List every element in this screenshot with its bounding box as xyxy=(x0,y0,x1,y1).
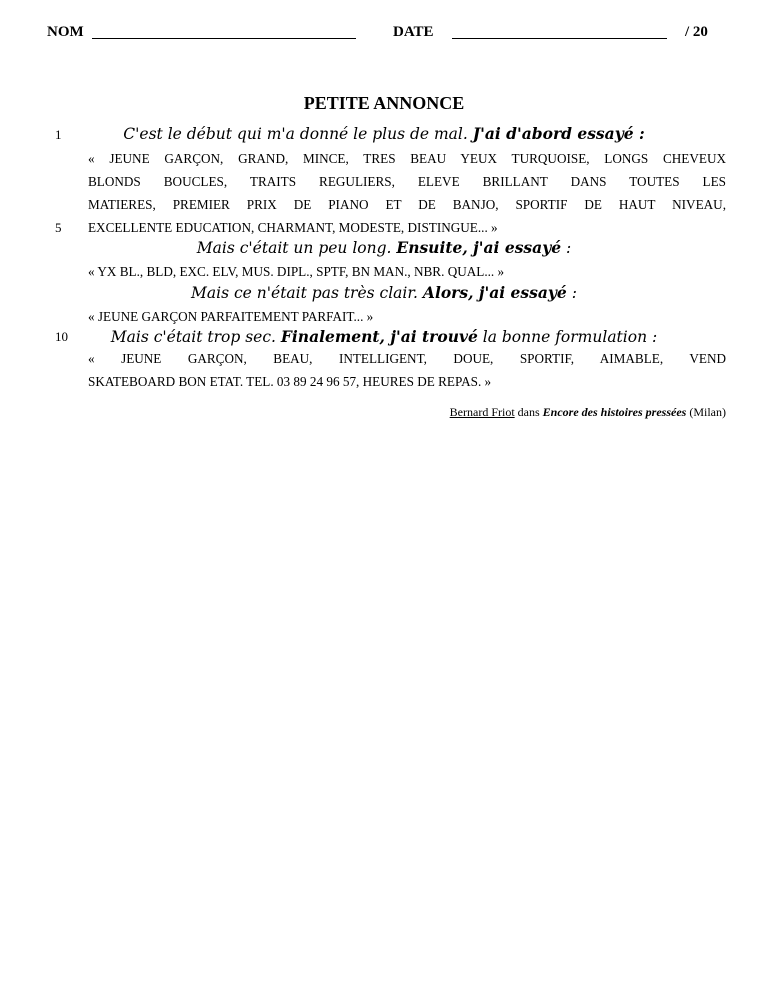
narration-emphasis: Alors, j'ai essayé xyxy=(422,283,567,302)
ad-1-line-1: « JEUNE GARÇON, GRAND, MINCE, TRES BEAU YEUX TURQUOISE, LONGS CHEVEUX xyxy=(88,151,726,166)
narration-text: : xyxy=(561,239,572,257)
ad-4-line-1: « JEUNE GARÇON, BEAU, INTELLIGENT, DOUE, SPORTIF, AIMABLE, VEND xyxy=(88,351,726,366)
narration-emphasis: J'ai d'abord essayé : xyxy=(472,124,645,143)
nom-field[interactable] xyxy=(92,26,356,39)
narration-text: Mais c'était trop sec. xyxy=(110,328,281,346)
ad-2-line: « YX BL., BLD, EXC. ELV, MUS. DIPL., SPTF, BN MAN., NBR. QUAL... » xyxy=(88,264,505,279)
date-field[interactable] xyxy=(452,26,667,39)
nom-label: NOM xyxy=(47,24,84,40)
ad-1-line-4: EXCELLENTE EDUCATION, CHARMANT, MODESTE, DISTINGUE... » xyxy=(88,220,498,235)
narration-line-4 xyxy=(0,327,768,346)
ad-4-line-2: SKATEBOARD BON ETAT. TEL. 03 89 24 96 57, HEURES DE REPAS. » xyxy=(88,374,492,389)
author-name: Bernard Friot xyxy=(449,405,515,419)
ad-3-line: « JEUNE GARÇON PARFAITEMENT PARFAIT... » xyxy=(88,309,374,324)
date-label: DATE xyxy=(393,24,434,40)
score-label: / 20 xyxy=(685,24,708,40)
source-connector: dans xyxy=(514,405,543,419)
narration-line-2 xyxy=(0,238,768,257)
narration-text: Mais c'était un peu long. xyxy=(196,239,397,257)
narration-emphasis: Finalement, j'ai trouvé xyxy=(280,327,478,346)
narration-line-1 xyxy=(0,124,768,143)
source-citation xyxy=(450,405,726,420)
publisher: (Milan) xyxy=(686,405,726,419)
ad-1-line-2: BLONDS BOUCLES, TRAITS REGULIERS, ELEVE BRILLANT DANS TOUTES LES xyxy=(88,174,726,189)
narration-text: Mais ce n'était pas très clair. xyxy=(191,284,423,302)
book-title: Encore des histoires pressées xyxy=(542,405,687,419)
narration-line-3 xyxy=(0,283,768,302)
narration-text: C'est le début qui m'a donné le plus de mal. xyxy=(123,125,473,143)
narration-text: la bonne formulation : xyxy=(477,328,658,346)
narration-emphasis: Ensuite, j'ai essayé xyxy=(396,238,562,257)
ad-1-line-3: MATIERES, PREMIER PRIX DE PIANO ET DE BANJO, SPORTIF DE HAUT NIVEAU, xyxy=(88,197,726,212)
narration-text: : xyxy=(566,284,577,302)
worksheet-header xyxy=(0,24,768,46)
line-number: 10 xyxy=(55,329,68,344)
line-number: 5 xyxy=(55,220,62,235)
line-number: 1 xyxy=(55,127,62,142)
page-title: PETITE ANNONCE xyxy=(303,93,465,113)
